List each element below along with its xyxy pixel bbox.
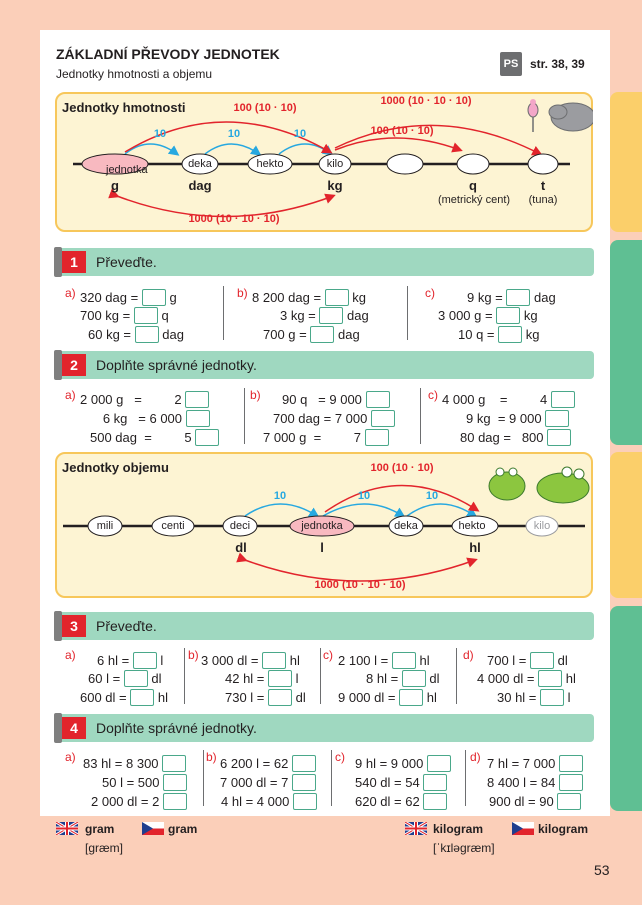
side-tab-yellow-2 [610, 452, 642, 598]
answer-box[interactable] [130, 689, 154, 706]
answer-box[interactable] [124, 670, 148, 687]
volume-node-label-4: jednotka [301, 520, 343, 532]
task3-c-line-2: 8 hl = dl [366, 671, 440, 686]
task1-b-line-1: 8 200 dag = kg [252, 290, 367, 305]
task2-c-line-2: 9 kg = 9 000 [466, 410, 569, 427]
task2-a-line-1: 2 000 g = 2 [80, 391, 209, 408]
mass-arrow-1 [125, 144, 177, 154]
task3-d-letter: d) [463, 648, 474, 662]
task2-b-line-3: 7 000 g = 7 [263, 429, 389, 446]
task1-b-line-3: 700 g = dag [263, 327, 360, 342]
task3-c-line-3: 9 000 dl = hl [338, 690, 437, 705]
mass-unit-g: g [111, 178, 119, 193]
task3-number: 3 [62, 615, 86, 637]
task4-number: 4 [62, 717, 86, 739]
side-tab-green [610, 240, 642, 445]
task4-b-line-2: 7 000 dl = 7 [220, 774, 316, 791]
task4-b-letter: b) [206, 750, 217, 764]
task2-b-letter: b) [250, 388, 261, 402]
mass-node-label-3: hekto [256, 158, 284, 170]
mass-arrow-label-6: 100 (10 · 10) [370, 125, 434, 137]
mass-unit-kg: kg [327, 178, 343, 193]
volume-arrow-5 [245, 560, 475, 581]
task1-pin [54, 247, 62, 277]
answer-box[interactable] [293, 793, 317, 810]
mass-unit-q-note: (metrický cent) [437, 194, 511, 206]
task1-a-line-2: 700 kg = q [80, 308, 169, 323]
answer-box[interactable] [559, 755, 583, 772]
volume-box-title: Jednotky objemu [62, 460, 169, 475]
answer-box[interactable] [292, 755, 316, 772]
answer-box[interactable] [365, 429, 389, 446]
page-title: ZÁKLADNÍ PŘEVODY JEDNOTEK [56, 46, 280, 62]
task2-c-line-1: 4 000 g = 4 [442, 391, 575, 408]
volume-arrow-1 [245, 504, 317, 516]
task4-d-line-1: 7 hl = 7 000 [487, 755, 583, 772]
volume-arrow-label-4: 100 (10 · 10) [370, 462, 434, 474]
answer-box[interactable] [163, 774, 187, 791]
volume-arrow-3 [407, 504, 475, 516]
task4-d-line-2: 8 400 l = 84 [487, 774, 583, 791]
mass-arrow-label-1: 10 [153, 128, 167, 140]
task3-c-letter: c) [323, 648, 333, 662]
task4-c-letter: c) [335, 750, 345, 764]
answer-box[interactable] [371, 410, 395, 427]
task3-sep-1 [184, 648, 185, 704]
task2-b-line-1: 90 q = 9 000 [282, 391, 390, 408]
task1-number: 1 [62, 251, 86, 273]
task4-sep-3 [465, 750, 466, 806]
mass-node-label-1: jednotka [106, 164, 148, 176]
task2-a-line-2: 6 kg = 6 000 [92, 410, 210, 427]
volume-unit-hl: hl [469, 540, 481, 555]
task1-c-letter: c) [425, 286, 435, 300]
task1-a-line-3: 60 kg = dag [88, 327, 184, 342]
volume-arrow-label-3: 10 [425, 490, 439, 502]
task4-sep-1 [203, 750, 204, 806]
task2-a-line-3: 500 dag = 5 [90, 429, 219, 446]
mass-arrow-label-3: 10 [293, 128, 307, 140]
task3-b-letter: b) [188, 648, 199, 662]
mass-arrow-label-2: 10 [227, 128, 241, 140]
answer-box[interactable] [506, 289, 530, 306]
task2-c-letter: c) [428, 388, 438, 402]
answer-box[interactable] [559, 774, 583, 791]
task4-a-line-1: 83 hl = 8 300 [83, 755, 186, 772]
cz-flag-icon [142, 822, 164, 835]
task2-sep-1 [244, 388, 245, 444]
mass-box-title: Jednotky hmotnosti [62, 100, 186, 115]
answer-box[interactable] [496, 307, 520, 324]
task3-d-line-2: 4 000 dl = hl [477, 671, 576, 686]
task1-c-line-3: 10 q = kg [458, 327, 540, 342]
task2-number: 2 [62, 354, 86, 376]
page-subtitle: Jednotky hmotnosti a objemu [56, 67, 213, 81]
uk-flag-icon [405, 822, 427, 835]
answer-box[interactable] [310, 326, 334, 343]
answer-box[interactable] [268, 670, 292, 687]
task4-sep-2 [331, 750, 332, 806]
task3-a-letter: a) [65, 648, 76, 662]
frog-illustration [489, 468, 525, 500]
answer-box[interactable] [551, 391, 575, 408]
footer-phonetic-2: [ˈkɪləɡræm] [433, 841, 495, 855]
answer-box[interactable] [262, 652, 286, 669]
volume-node-label-3: deci [229, 520, 251, 532]
answer-box[interactable] [402, 670, 426, 687]
answer-box[interactable] [186, 410, 210, 427]
answer-box[interactable] [423, 793, 447, 810]
volume-unit-l: l [320, 540, 324, 555]
uk-flag-icon [56, 822, 78, 835]
volume-arrow-label-5: 1000 (10 · 10 · 10) [314, 579, 406, 591]
task4-b-line-3: 4 hl = 4 000 [221, 793, 317, 810]
answer-box[interactable] [540, 689, 564, 706]
mass-node-6 [457, 154, 489, 174]
task1-a-letter: a) [65, 286, 76, 300]
cz-flag-icon [512, 822, 534, 835]
task2-title: Doplňte správné jednotky. [96, 357, 257, 373]
volume-arrow-label-1: 10 [273, 490, 287, 502]
mass-unit-t-note: (tuna) [528, 194, 558, 206]
answer-box[interactable] [185, 391, 209, 408]
answer-box[interactable] [423, 774, 447, 791]
task3-b-line-2: 42 hl = l [225, 671, 299, 686]
task3-c-line-1: 2 100 l = hl [338, 653, 430, 668]
volume-node-label-5: deka [394, 520, 418, 532]
answer-box[interactable] [142, 289, 166, 306]
footer-phonetic-1: [græm] [85, 841, 124, 855]
task1-b-letter: b) [237, 286, 248, 300]
answer-box[interactable] [545, 410, 569, 427]
footer-cz-word-2: kilogram [538, 822, 589, 836]
answer-box[interactable] [134, 307, 158, 324]
task3-d-line-1: 700 l = dl [487, 653, 568, 668]
volume-arrow-4 [325, 485, 477, 512]
task3-a-line-1: 6 hl = l [97, 653, 164, 668]
task2-b-line-2: 700 dag = 7 000 [273, 410, 395, 427]
answer-box[interactable] [557, 793, 581, 810]
mass-unit-dag: dag [188, 178, 212, 193]
task4-c-line-1: 9 hl = 9 000 [355, 755, 451, 772]
mass-unit-t: t [540, 178, 546, 193]
task4-a-line-3: 2 000 dl = 2 [91, 793, 187, 810]
answer-box[interactable] [538, 670, 562, 687]
task4-b-line-1: 6 200 l = 62 [220, 755, 316, 772]
task4-d-letter: d) [470, 750, 481, 764]
task4-a-letter: a) [65, 750, 76, 764]
task3-a-line-2: 60 l = dl [88, 671, 162, 686]
task3-a-line-3: 600 dl = hl [80, 690, 168, 705]
task4-pin [54, 713, 62, 743]
answer-box[interactable] [135, 326, 159, 343]
volume-node-label-2: centi [161, 520, 185, 532]
task3-d-line-3: 30 hl = l [497, 690, 571, 705]
answer-box[interactable] [195, 429, 219, 446]
answer-box[interactable] [498, 326, 522, 343]
answer-box[interactable] [163, 793, 187, 810]
volume-node-label-7: kilo [533, 520, 551, 532]
task1-b-line-2: 3 kg = dag [280, 308, 369, 323]
footer-en-word-2: kilogram [433, 822, 484, 836]
answer-box[interactable] [133, 652, 157, 669]
task2-pin [54, 350, 62, 380]
task3-sep-2 [320, 648, 321, 704]
task3-b-line-1: 3 000 dl = hl [201, 653, 300, 668]
task3-sep-3 [456, 648, 457, 704]
answer-box[interactable] [292, 774, 316, 791]
task2-c-line-3: 80 dag = 800 [460, 429, 571, 446]
task3-b-line-3: 730 l = dl [225, 690, 306, 705]
side-tab-green-2 [610, 606, 642, 811]
page-number: 53 [594, 862, 610, 878]
volume-arrow-label-2: 10 [357, 490, 371, 502]
task4-c-line-2: 540 dl = 54 [355, 774, 447, 791]
mass-node-label-4: kilo [326, 158, 344, 170]
task4-title: Doplňte správné jednotky. [96, 720, 257, 736]
footer-cz-word-1: gram [168, 822, 198, 836]
task4-d-line-3: 900 dl = 90 [489, 793, 581, 810]
mass-unit-q: q [469, 178, 477, 193]
footer-en-word-1: gram [85, 822, 115, 836]
answer-box[interactable] [399, 689, 423, 706]
task1-title: Převeďte. [96, 254, 157, 270]
mass-node-label-2: deka [188, 158, 212, 170]
side-tab-yellow [610, 92, 642, 232]
task1-c-line-2: 3 000 g = kg [438, 308, 538, 323]
frog-illustration-2 [537, 467, 589, 503]
answer-box[interactable] [427, 755, 451, 772]
ps-pages: str. 38, 39 [530, 57, 585, 71]
answer-box[interactable] [392, 652, 416, 669]
answer-box[interactable] [366, 391, 390, 408]
volume-node-label-6: hekto [458, 520, 486, 532]
bird-illustration [528, 99, 538, 132]
answer-box[interactable] [319, 307, 343, 324]
task1-sep-2 [407, 286, 408, 340]
mass-arrow-label-5: 1000 (10 · 10 · 10) [380, 95, 472, 107]
task1-sep-1 [223, 286, 224, 340]
task1-c-line-1: 9 kg = dag [467, 290, 556, 305]
answer-box[interactable] [325, 289, 349, 306]
mass-node-7 [528, 154, 558, 174]
mass-arrow-label-4: 100 (10 · 10) [233, 102, 297, 114]
task4-a-line-2: 50 l = 500 [102, 774, 187, 791]
hippo-illustration [549, 103, 593, 131]
task2-sep-2 [420, 388, 421, 444]
ps-badge: PS [500, 52, 522, 76]
task3-pin [54, 611, 62, 641]
answer-box[interactable] [268, 689, 292, 706]
mass-arrow-2 [205, 144, 259, 154]
answer-box[interactable] [530, 652, 554, 669]
task1-a-line-1: 320 dag = g [80, 290, 177, 305]
task2-a-letter: a) [65, 388, 76, 402]
task4-c-line-3: 620 dl = 62 [355, 793, 447, 810]
answer-box[interactable] [547, 429, 571, 446]
task3-title: Převeďte. [96, 618, 157, 634]
volume-unit-dl: dl [235, 540, 247, 555]
volume-node-label-1: mili [96, 520, 114, 532]
mass-arrow-label-7: 1000 (10 · 10 · 10) [188, 213, 280, 225]
answer-box[interactable] [162, 755, 186, 772]
mass-node-5 [387, 154, 423, 174]
